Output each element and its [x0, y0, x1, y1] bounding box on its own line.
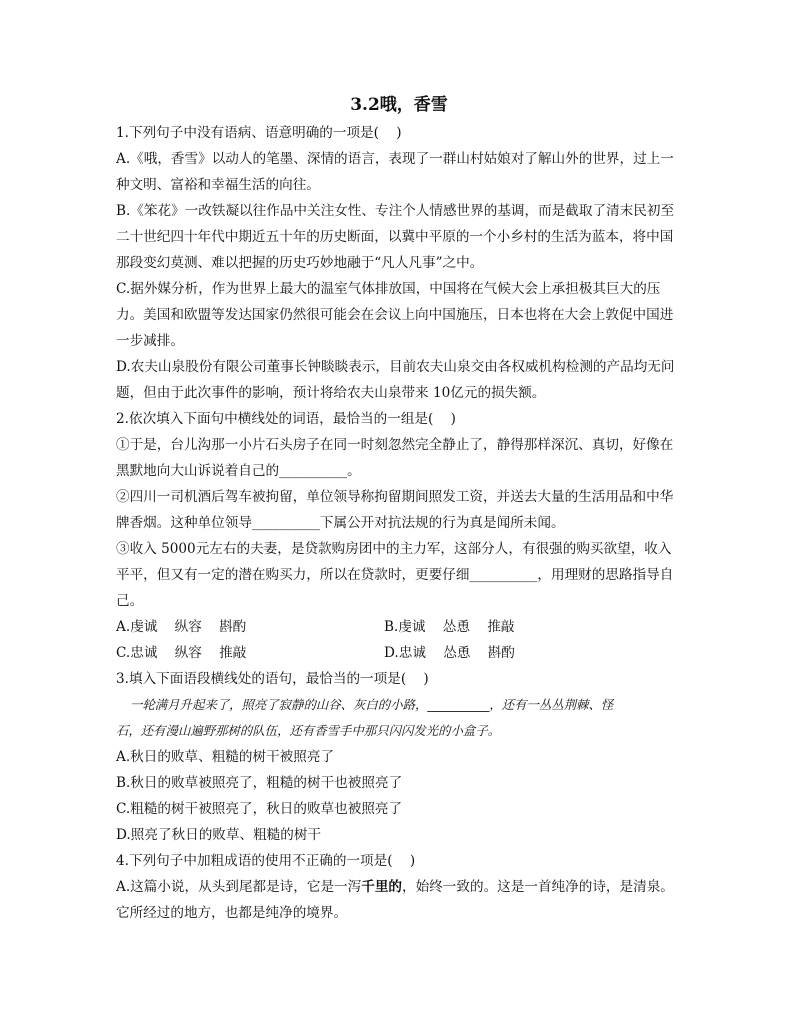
q2-sentence-1-line-1: ①于是，台儿沟那一小片石头房子在同一时刻忽然完全静止了，静得那样深沉、真切，好像在: [116, 437, 674, 453]
q2-sentence-2-line-1: ②四川一司机酒后驾车被拘留，单位领导称拘留期间照发工资，并送去大量的生活用品和中华: [116, 489, 674, 505]
q3-passage-line-2: 石，还有漫山遍野那树的队伍，还有香雪手中那只闪闪发光的小盒子。: [116, 723, 501, 738]
q1-option-c-line-1: C.据外媒分析，作为世界上最大的温室气体排放国，中国将在气候大会上承担极其巨大的压: [116, 281, 661, 297]
q3-passage-line-1: 一轮满月升起来了，照亮了寂静的山谷、灰白的小路，__________，还有一丛丛荆棘、怪: [130, 697, 614, 712]
q2-option-b: B.虔诚 怂恿 推敲: [384, 619, 515, 635]
question-4: [116, 848, 682, 926]
question-3-stem: 3.填入下面语段横线处的语句，最恰当的一项是( ): [116, 671, 429, 687]
q4-bold-idiom: 千里的: [361, 879, 403, 895]
question-1: [116, 120, 682, 406]
q2-options-row-2: [116, 640, 682, 666]
q2-option-d: D.忠诚 怂恿 斟酌: [384, 645, 515, 661]
q1-option-b-line-3: 那段变幻莫测、难以把握的历史巧妙地融于“凡人凡事”之中。: [116, 255, 484, 271]
question-1-stem: 1.下列句子中没有语病、语意明确的一项是( ): [116, 125, 402, 141]
q1-option-c-line-2: 力。美国和欧盟等发达国家仍然很可能会在会议上向中国施压，日本也将在大会上敦促中国进: [116, 307, 674, 323]
q3-passage: [116, 692, 682, 744]
q1-option-b-line-1: B.《笨花》一改铁凝以往作品中关注女性、专注个人情感世界的基调，而是截取了清末民初至: [116, 203, 675, 219]
q3-option-c: C.粗糙的树干被照亮了，秋日的败草也被照亮了: [116, 801, 403, 817]
q1-option-d-line-1: D.农夫山泉股份有限公司董事长钟睒睒表示，目前农夫山泉交由各权威机构检测的产品均无问: [116, 359, 675, 375]
q2-options-row-1: [116, 614, 682, 640]
q4-option-a-text-pre: A.这篇小说，从头到尾都是诗，它是一泻: [116, 879, 362, 895]
q4-option-a-text-post: ，始终一致的。这是一首纯净的诗，是清泉。: [402, 879, 674, 895]
q3-option-a: A.秋日的败草、粗糙的树干被照亮了: [116, 749, 335, 765]
q1-option-d-line-2: 题，但由于此次事件的影响，预计将给农夫山泉带来 10亿元的损失额。: [116, 385, 546, 401]
q4-option-a-line-1: [116, 874, 682, 900]
question-2-stem: 2.依次填入下面句中横线处的词语，最恰当的一组是( ): [116, 411, 456, 427]
q2-sentence-2-line-2: 牌香烟。这种单位领导__________下属公开对抗法规的行为真是闻所未闻。: [116, 515, 565, 531]
question-2: [116, 406, 682, 666]
question-4-stem: 4.下列句子中加粗成语的使用不正确的一项是( ): [116, 853, 416, 869]
question-3: [116, 666, 682, 848]
q1-option-b-line-2: 二十世纪四十年代中期近五十年的历史断面，以冀中平原的一个小乡村的生活为蓝本，将中国: [116, 229, 674, 245]
q2-sentence-3-line-1: ③收入 5000元左右的夫妻，是贷款购房团中的主力军，这部分人，有很强的购买欲望，收入: [116, 541, 672, 557]
q1-option-a-line-1: A.《哦，香雪》以动人的笔墨、深情的语言，表现了一群山村姑娘对了解山外的世界，过上一: [116, 151, 674, 167]
q2-sentence-1-line-2: 黑默地向大山诉说着自己的__________。: [116, 463, 361, 479]
q3-option-d: D.照亮了秋日的败草、粗糙的树干: [116, 827, 322, 843]
document-page: [116, 92, 682, 926]
q1-option-c-line-3: 一步减排。: [116, 333, 184, 349]
q3-option-b: B.秋日的败草被照亮了，粗糙的树干也被照亮了: [116, 775, 403, 791]
q4-option-a-line-2: 它所经过的地方，也都是纯净的境界。: [116, 905, 348, 921]
q2-sentence-3-line-2: 平平，但又有一定的潜在购买力，所以在贷款时，更要仔细__________，用理财的思路指导自: [116, 567, 674, 583]
page-title: 3.2哦，香雪: [350, 95, 448, 115]
q2-sentence-3-line-3: 己。: [116, 593, 144, 609]
q2-option-a: A.虔诚 纵容 斟酌: [116, 619, 247, 635]
q1-option-a-line-2: 种文明、富裕和幸福生活的向往。: [116, 177, 320, 193]
q2-option-c: C.忠诚 纵容 推敲: [116, 645, 247, 661]
